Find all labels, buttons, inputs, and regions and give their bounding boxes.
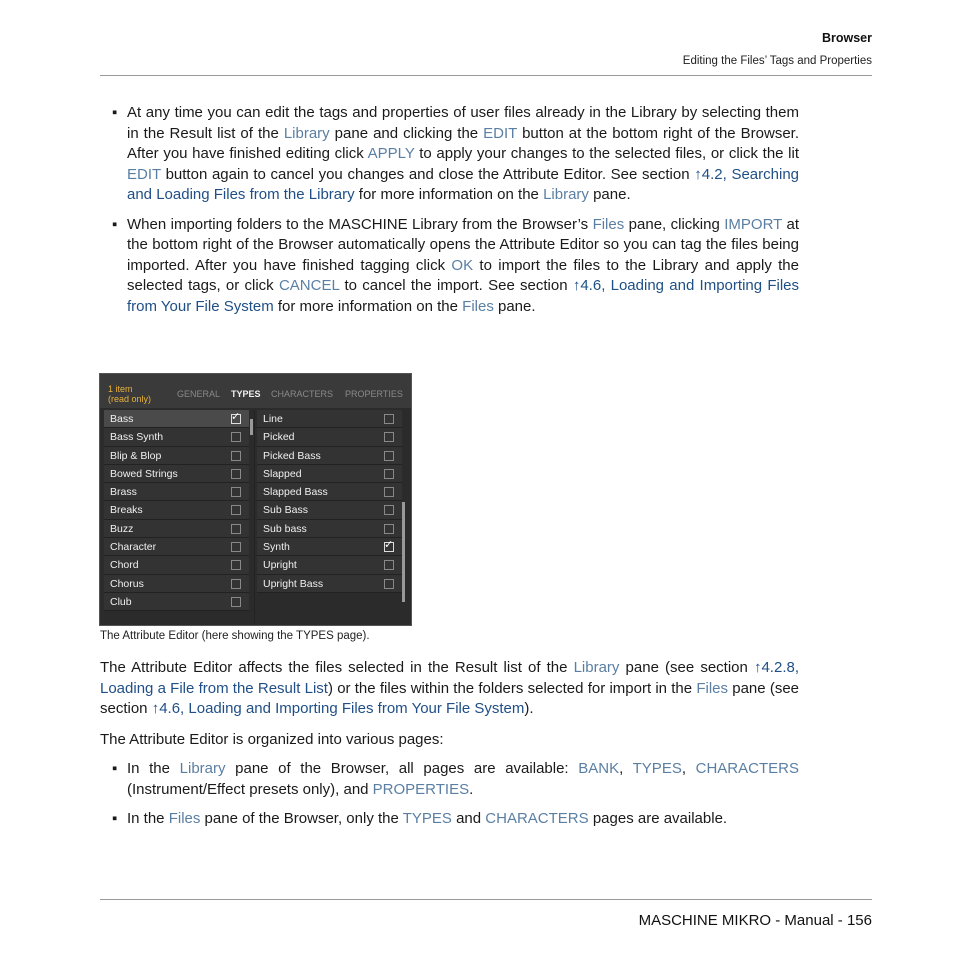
ui-term-types: TYPES xyxy=(402,810,452,827)
paragraph-affects xyxy=(100,658,799,720)
checkbox-unchecked[interactable] xyxy=(231,487,241,497)
type-row[interactable] xyxy=(257,410,402,428)
item-count-label: 1 item xyxy=(108,384,133,394)
ui-term-types: TYPES xyxy=(632,760,682,777)
cross-ref-link[interactable]: ↑4.6, Loading and Importing Files from Your File System xyxy=(127,277,800,315)
type-label: Bowed Strings xyxy=(110,467,178,480)
checkbox-unchecked[interactable] xyxy=(384,451,394,461)
types-list-right xyxy=(257,410,402,593)
type-row[interactable] xyxy=(257,447,402,465)
ui-term-ok: OK xyxy=(451,256,474,274)
checkbox-unchecked[interactable] xyxy=(384,579,394,589)
attribute-editor-figure xyxy=(99,373,412,626)
item-count xyxy=(108,384,151,404)
checkbox-unchecked[interactable] xyxy=(231,469,241,479)
type-row[interactable] xyxy=(104,593,249,611)
text: pane. xyxy=(493,297,536,315)
checkbox-checked[interactable] xyxy=(384,542,394,552)
text: pane and clicking the xyxy=(329,124,484,142)
header-rule xyxy=(100,75,872,76)
tab-types[interactable]: TYPES xyxy=(231,389,261,399)
text: button at the bottom right of the Browser. After you have finished editing click xyxy=(127,124,799,162)
text: , xyxy=(619,760,633,777)
bullet-dot: ▪ xyxy=(112,215,118,233)
text: In the xyxy=(127,760,180,777)
text: pane (see section xyxy=(619,659,754,676)
text: The Attribute Editor affects the files selected in the Result list of the xyxy=(100,659,574,676)
checkbox-unchecked[interactable] xyxy=(384,487,394,497)
type-row[interactable] xyxy=(257,483,402,501)
cross-ref-link[interactable]: ↑4.6, Loading and Importing Files from Your File System xyxy=(151,700,525,717)
ui-term-characters: CHARACTERS xyxy=(695,760,799,777)
type-row[interactable] xyxy=(104,410,249,428)
footer-rule xyxy=(100,899,872,900)
ui-term-files: Files xyxy=(168,810,201,827)
read-only-label: (read only) xyxy=(108,394,152,404)
type-label: Chorus xyxy=(110,577,144,590)
tab-general[interactable]: GENERAL xyxy=(177,389,221,399)
text: pane of the Browser, only the xyxy=(200,810,403,827)
checkbox-unchecked[interactable] xyxy=(384,432,394,442)
text: and xyxy=(451,810,486,827)
text: (Instrument/Effect presets only), and xyxy=(127,780,373,798)
types-list-left xyxy=(104,410,249,611)
type-row[interactable] xyxy=(104,447,249,465)
ui-term-cancel: CANCEL xyxy=(278,277,340,294)
bullet-dot: ▪ xyxy=(112,810,118,827)
header-title: Browser xyxy=(821,31,872,45)
text: pages are available. xyxy=(588,810,728,827)
scrollbar-left[interactable] xyxy=(250,419,253,435)
checkbox-unchecked[interactable] xyxy=(231,505,241,515)
header-subtitle: Editing the Files’ Tags and Properties xyxy=(682,55,872,67)
ui-term-apply: APPLY xyxy=(367,145,415,162)
content-top xyxy=(100,103,799,326)
text: ) or the files within the folders selected for import in the xyxy=(327,679,697,697)
text: , xyxy=(681,760,696,777)
text: to apply your changes to the selected files, or click the lit xyxy=(414,145,800,162)
text: button again to cancel you changes and close the Attribute Editor. See section xyxy=(160,165,695,183)
bullet-dot: ▪ xyxy=(112,104,118,121)
text: pane. xyxy=(588,186,631,203)
text: pane, clicking xyxy=(624,215,725,233)
type-row[interactable] xyxy=(104,556,249,574)
text: In the xyxy=(127,810,169,827)
type-row[interactable] xyxy=(104,520,249,538)
paragraph-pages: The Attribute Editor is organized into various pages: xyxy=(100,730,444,748)
ui-term-library: Library xyxy=(543,186,589,203)
type-label: Synth xyxy=(263,541,290,554)
ui-term-files: Files xyxy=(462,297,494,315)
column-divider xyxy=(254,410,255,623)
type-label: Line xyxy=(263,413,283,425)
type-row[interactable] xyxy=(257,428,402,446)
type-label: Breaks xyxy=(110,504,143,517)
checkbox-unchecked[interactable] xyxy=(384,505,394,515)
checkbox-unchecked[interactable] xyxy=(231,524,241,534)
ui-term-import: IMPORT xyxy=(724,215,783,233)
checkbox-unchecked[interactable] xyxy=(231,432,241,442)
type-row[interactable] xyxy=(257,465,402,483)
type-row[interactable] xyxy=(104,501,249,519)
text: for more information on the xyxy=(273,297,463,315)
tab-properties[interactable]: PROPERTIES xyxy=(345,389,403,399)
ui-term-bank: BANK xyxy=(578,760,620,777)
text: . xyxy=(469,780,474,798)
bullet-library-pages xyxy=(100,759,799,800)
type-row[interactable] xyxy=(104,538,249,556)
ui-term-files: Files xyxy=(592,215,625,233)
type-row[interactable] xyxy=(257,575,402,593)
checkbox-unchecked[interactable] xyxy=(231,542,241,552)
type-label: Bass xyxy=(110,413,134,425)
bullet-edit-tags xyxy=(100,103,799,206)
content-bottom xyxy=(100,658,799,839)
type-label: Upright xyxy=(263,559,297,572)
ui-term-library: Library xyxy=(179,760,226,777)
type-row[interactable] xyxy=(104,465,249,483)
checkbox-unchecked[interactable] xyxy=(231,560,241,570)
checkbox-unchecked[interactable] xyxy=(384,469,394,479)
ui-term-characters: CHARACTERS xyxy=(485,810,589,827)
figure-caption: The Attribute Editor (here showing the TYPES page). xyxy=(100,630,370,642)
cross-ref-link[interactable]: ↑4.2.8, Loading a File from the Result List xyxy=(100,659,799,697)
type-row[interactable] xyxy=(257,556,402,574)
checkbox-unchecked[interactable] xyxy=(384,560,394,570)
type-row[interactable] xyxy=(257,538,402,556)
attribute-editor-header xyxy=(100,374,411,408)
type-label: Sub Bass xyxy=(263,504,308,517)
checkbox-unchecked[interactable] xyxy=(231,597,241,607)
text: At any time you can edit the tags and properties of user files already in the Library by selecting them in the Result list of the xyxy=(127,104,799,142)
bullet-files-pages xyxy=(100,809,799,830)
type-row[interactable] xyxy=(104,428,249,446)
type-label: Slapped Bass xyxy=(263,486,328,499)
ui-term-properties: PROPERTIES xyxy=(372,780,470,798)
text: pane of the Browser, all pages are available: xyxy=(225,760,579,777)
type-label: Slapped xyxy=(263,467,302,480)
type-row[interactable] xyxy=(104,575,249,593)
type-label: Picked Bass xyxy=(263,449,321,462)
type-row[interactable] xyxy=(257,520,402,538)
bullet-importing xyxy=(100,215,799,318)
type-label: Club xyxy=(110,595,132,608)
cross-ref-link[interactable]: ↑4.2, Searching and Loading Files from the Library xyxy=(127,165,800,203)
tab-characters[interactable]: CHARACTERS xyxy=(271,389,334,399)
ui-term-edit: EDIT xyxy=(127,165,161,183)
checkbox-unchecked[interactable] xyxy=(384,524,394,534)
text: ). xyxy=(524,700,534,717)
type-label: Picked xyxy=(263,431,295,444)
type-label: Chord xyxy=(110,559,139,572)
text: at the bottom right of the Browser automatically opens the Attribute Editor so you can tag the files being imported. After you have finished tagging click xyxy=(127,215,799,274)
type-label: Bass Synth xyxy=(110,431,164,444)
type-label: Character xyxy=(110,541,157,554)
bullet-dot: ▪ xyxy=(112,760,118,777)
type-row[interactable] xyxy=(104,483,249,501)
text: When importing folders to the MASCHINE Library from the Browser’s xyxy=(127,215,593,233)
type-label: Blip & Blop xyxy=(110,449,162,462)
text: to import the files to the Library and apply the selected tags, or click xyxy=(127,256,799,294)
checkbox-unchecked[interactable] xyxy=(231,451,241,461)
page-footer: MASCHINE MIKRO - Manual - 156 xyxy=(638,912,872,929)
text: to cancel the import. See section xyxy=(339,277,573,294)
text: pane (see section xyxy=(100,679,799,717)
ui-term-library: Library xyxy=(573,659,620,676)
checkbox-unchecked[interactable] xyxy=(384,414,394,424)
ui-term-edit: EDIT xyxy=(483,124,518,142)
type-label: Upright Bass xyxy=(263,577,324,590)
type-label: Sub bass xyxy=(263,522,307,535)
type-label: Buzz xyxy=(110,522,134,535)
type-label: Brass xyxy=(110,486,137,499)
checkbox-unchecked[interactable] xyxy=(231,579,241,589)
ui-term-library: Library xyxy=(283,124,330,142)
scrollbar-right[interactable] xyxy=(402,502,405,602)
ui-term-files: Files xyxy=(696,679,728,697)
text: for more information on the xyxy=(354,186,544,203)
checkbox-checked[interactable] xyxy=(231,414,241,424)
type-row[interactable] xyxy=(257,501,402,519)
